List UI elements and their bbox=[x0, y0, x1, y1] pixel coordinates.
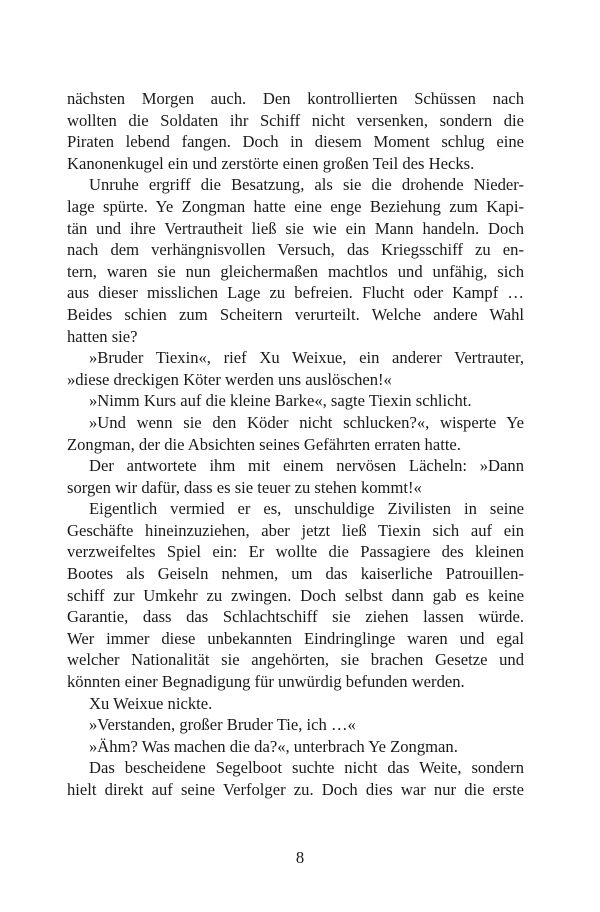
text-line: schiff zur Umkehr zu zwingen. Doch selbst dann gab es keine bbox=[67, 585, 524, 605]
text-line: Xu Weixue nickte. bbox=[89, 693, 213, 713]
text-line: Unruhe ergriff die Besatzung, als sie die drohende Nieder- bbox=[89, 175, 524, 195]
text-line: aus dieser misslichen Lage zu befreien. Flucht oder Kampf … bbox=[67, 283, 524, 303]
text-line: »Und wenn sie den Köder nicht schlucken?«, wisperte Ye bbox=[89, 412, 524, 432]
text-line: »Bruder Tiexin«, rief Xu Weixue, ein anderer Vertrauter, bbox=[89, 348, 524, 368]
text-line: Geschäfte hineinzuziehen, aber jetzt ließ Tiexin sich auf ein bbox=[67, 520, 524, 540]
text-line: Eigentlich vermied er es, unschuldige Zivilisten in seine bbox=[89, 499, 524, 519]
text-line: Das bescheidene Segelboot suchte nicht das Weite, sondern bbox=[89, 758, 524, 778]
text-line: Beides schien zum Scheitern verurteilt. Welche andere Wahl bbox=[67, 304, 524, 324]
text-line: verzweifeltes Spiel ein: Er wollte die Passagiere des kleinen bbox=[67, 542, 524, 562]
text-line: Kanonenkugel ein und zerstörte einen großen Teil des Hecks. bbox=[67, 153, 475, 173]
text-line: Der antwortete ihm mit einem nervösen Lächeln: »Dann bbox=[89, 456, 524, 476]
text-line: Zongman, der die Absichten seines Gefährten erraten hatte. bbox=[67, 434, 461, 454]
text-line: lage spürte. Ye Zongman hatte eine enge Beziehung zum Kapi- bbox=[67, 196, 524, 216]
text-line: Wer immer diese unbekannten Eindringlinge waren und egal bbox=[67, 628, 524, 648]
text-line: »diese dreckigen Köter werden uns auslöschen!« bbox=[67, 369, 392, 389]
text-line: »Verstanden, großer Bruder Tie, ich …« bbox=[89, 715, 356, 735]
text-line: welcher Nationalität sie angehörten, sie brachen Gesetze und bbox=[67, 650, 524, 670]
text-line: Piraten lebend fangen. Doch in diesem Moment schlug eine bbox=[67, 132, 524, 152]
page-body bbox=[67, 88, 524, 801]
text-line: Bootes als Geiseln nehmen, um das kaiserliche Patrouillen- bbox=[67, 564, 524, 584]
text-line: tern, waren sie nun gleichermaßen machtlos und unfähig, sich bbox=[67, 261, 524, 281]
text-line: nach dem verhängnisvollen Versuch, das Kriegsschiff zu en- bbox=[67, 240, 524, 260]
text-line: »Nimm Kurs auf die kleine Barke«, sagte Tiexin schlicht. bbox=[89, 391, 472, 411]
text-line: hielt direkt auf seine Verfolger zu. Doch dies war nur die erste bbox=[67, 780, 524, 799]
text-line: könnten einer Begnadigung für unwürdig befunden werden. bbox=[67, 672, 465, 692]
text-line: »Ähm? Was machen die da?«, unterbrach Ye Zongman. bbox=[89, 736, 458, 756]
text-line: wollten die Soldaten ihr Schiff nicht versenken, sondern die bbox=[67, 110, 524, 130]
text-line: hatten sie? bbox=[67, 326, 138, 346]
text-line: nächsten Morgen auch. Den kontrollierten Schüssen nach bbox=[67, 89, 524, 108]
page-number: 8 bbox=[295, 848, 305, 867]
text-line: Garantie, dass das Schlachtschiff sie ziehen lassen würde. bbox=[67, 607, 524, 627]
text-line: sorgen wir dafür, dass es sie teuer zu stehen kommt!« bbox=[67, 477, 422, 497]
text-line: tän und ihre Vertrautheit ließ sie wie ein Mann handeln. Doch bbox=[67, 218, 524, 238]
